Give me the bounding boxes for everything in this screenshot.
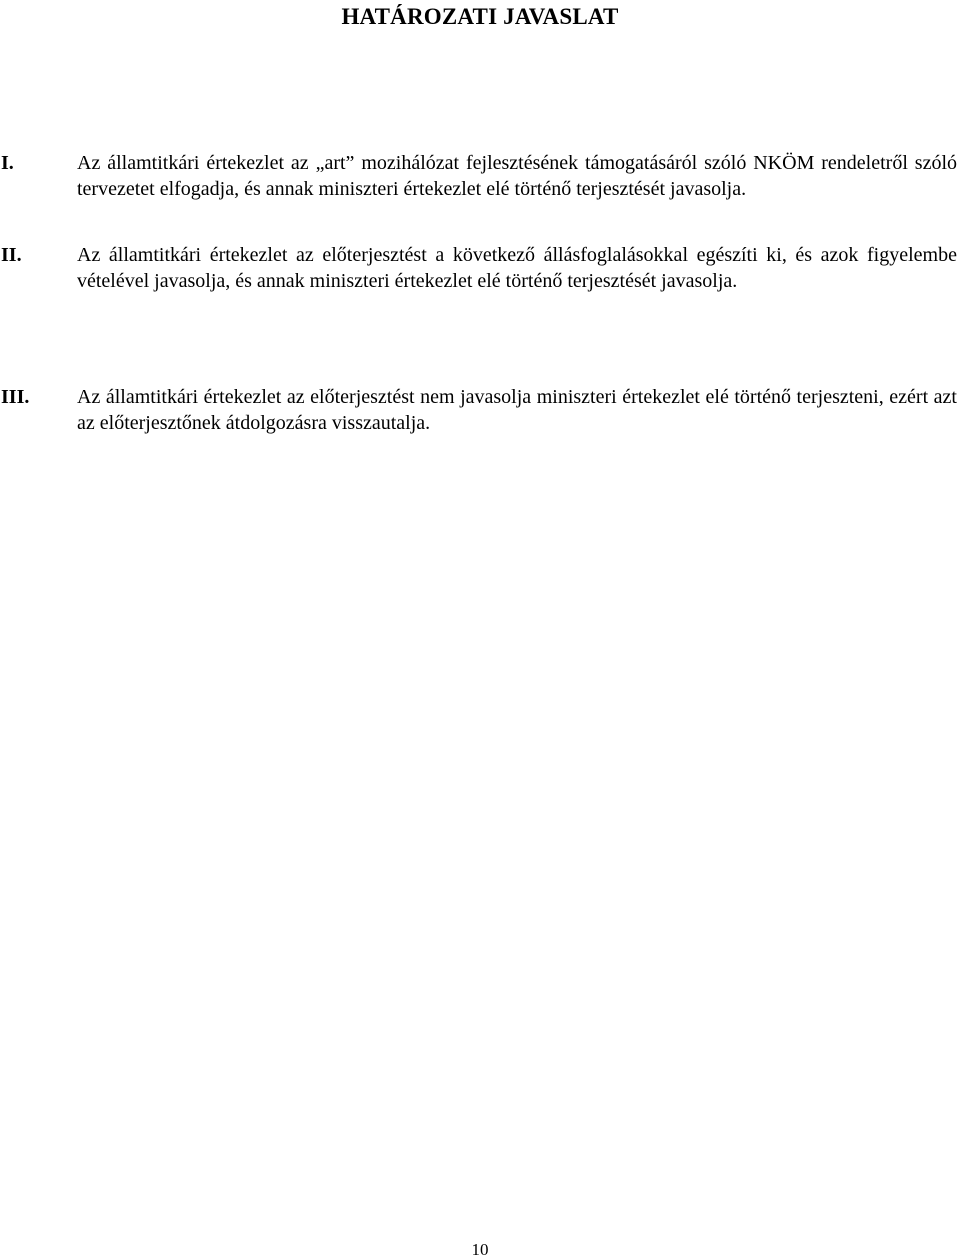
- page-number: 10: [471, 1240, 489, 1259]
- item-number: III.: [1, 386, 30, 408]
- page-title: HATÁROZATI JAVASLAT: [341, 4, 619, 29]
- item-number: I.: [1, 152, 14, 174]
- item-text: Az államtitkári értekezlet az előterjesztést nem javasolja miniszteri értekezlet elé történő terjeszteni, ezért azt az előterjesztőnek átdolgozásra visszautalja.: [77, 386, 957, 434]
- item-text: Az államtitkári értekezlet az „art” mozihálózat fejlesztésének támogatásáról szóló NKÖM rendeletről szóló tervezetet elfogadja, és annak miniszteri értekezlet elé történő terjesztését javasolja.: [77, 152, 957, 200]
- item-number: II.: [1, 244, 22, 266]
- item-text: Az államtitkári értekezlet az előterjesztést a következő állásfoglalásokkal egészíti ki, és azok figyelembe vételével javasolja, és annak miniszteri értekezlet elé történő terjesztését javasolja.: [77, 244, 957, 292]
